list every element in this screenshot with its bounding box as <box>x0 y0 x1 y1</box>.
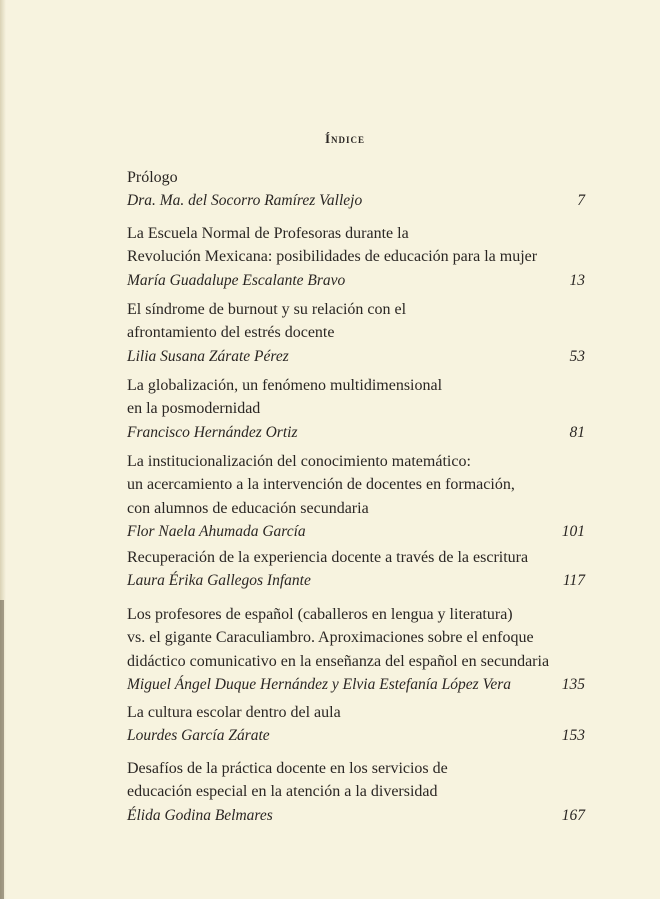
toc-entry <box>127 374 585 444</box>
toc-entry <box>127 298 585 368</box>
entry-author-row <box>127 724 585 747</box>
entry-title-line: con alumnos de educación secundaria <box>127 499 369 517</box>
entry-title-line: Los profesores de español (caballeros en lengua y literatura) <box>127 606 513 623</box>
toc-entry <box>127 222 585 292</box>
entry-author-row <box>127 421 585 444</box>
entry-author-row <box>127 569 585 592</box>
entry-author: Lourdes García Zárate <box>127 727 270 745</box>
entry-page-number: 167 <box>561 806 585 824</box>
toc-entry <box>127 166 585 213</box>
entry-author: Francisco Hernández Ortiz <box>127 423 298 441</box>
entry-page-number: 135 <box>561 675 585 693</box>
entry-title-line: Recuperación de la experiencia docente a través de la escritura <box>127 549 529 566</box>
entry-author: Élida Godina Belmares <box>127 806 273 824</box>
entry-page-number: 53 <box>569 347 585 365</box>
toc-entry <box>127 603 585 696</box>
entry-author: Laura Érika Gallegos Infante <box>127 572 311 590</box>
entry-page-number: 13 <box>569 271 585 289</box>
entry-title-line: un acercamiento a la intervención de docentes en formación, <box>127 476 515 494</box>
entry-title-line: La cultura escolar dentro del aula <box>127 704 341 721</box>
page-binding-shadow <box>0 600 4 899</box>
page-title: Índice <box>324 131 366 146</box>
entry-title-line: La Escuela Normal de Profesoras durante la <box>127 225 409 242</box>
entry-author-row <box>127 345 585 368</box>
entry-title-line: Desafíos de la práctica docente en los servicios de <box>127 760 448 777</box>
entry-page-number: 117 <box>562 572 585 590</box>
toc-entry <box>127 450 585 543</box>
entry-title-line: educación especial en la atención a la diversidad <box>127 783 438 801</box>
entry-author-row <box>127 269 585 292</box>
entry-title-line: La globalización, un fenómeno multidimensional <box>127 377 443 394</box>
entry-title-line: El síndrome de burnout y su relación con el <box>127 301 407 318</box>
entry-author: Flor Naela Ahumada García <box>127 522 306 540</box>
toc-entry <box>127 757 585 827</box>
entry-author-row <box>127 520 585 543</box>
entry-author: Lilia Susana Zárate Pérez <box>127 347 289 365</box>
entry-page-number: 153 <box>561 727 585 745</box>
entry-author: Miguel Ángel Duque Hernández y Elvia Estefanía López Vera <box>127 675 511 693</box>
entry-title-line: en la posmodernidad <box>127 400 261 418</box>
entry-title-line: Revolución Mexicana: posibilidades de educación para la mujer <box>127 248 538 266</box>
toc-entry <box>127 701 585 748</box>
entry-title-line: La institucionalización del conocimiento matemático: <box>127 453 471 470</box>
toc-entry <box>127 546 585 593</box>
entry-author-row <box>127 673 585 696</box>
entry-author: Dra. Ma. del Socorro Ramírez Vallejo <box>127 192 363 210</box>
entry-page-number: 7 <box>577 192 585 210</box>
entry-author-row <box>127 189 585 212</box>
entry-author: María Guadalupe Escalante Bravo <box>127 271 346 289</box>
entry-title-line: Prólogo <box>127 169 178 186</box>
entry-title-line: vs. el gigante Caraculiambro. Aproximaciones sobre el enfoque <box>127 629 534 647</box>
entry-title-line: afrontamiento del estrés docente <box>127 324 335 342</box>
entry-title-line: didáctico comunicativo en la enseñanza del español en secundaria <box>127 652 550 670</box>
entry-author-row <box>127 804 585 827</box>
entry-page-number: 101 <box>561 522 585 540</box>
entry-page-number: 81 <box>569 423 585 441</box>
